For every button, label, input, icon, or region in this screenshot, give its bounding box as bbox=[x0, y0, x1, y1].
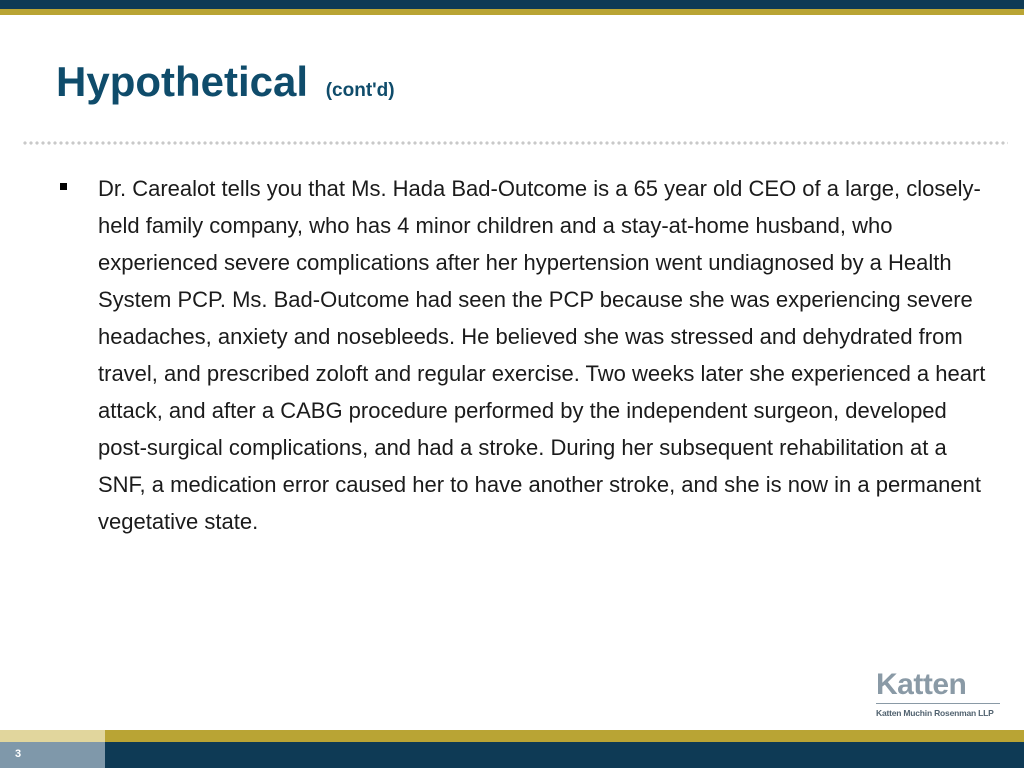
logo-rule bbox=[876, 703, 1000, 704]
square-bullet-icon bbox=[60, 183, 67, 190]
slide-title bbox=[56, 58, 395, 115]
slide-subtitle: (cont'd) bbox=[325, 80, 395, 101]
bullet-item bbox=[60, 170, 1000, 540]
bullet-list bbox=[60, 170, 1000, 540]
dotted-divider bbox=[22, 140, 1008, 146]
top-gold-bar bbox=[0, 9, 1024, 15]
top-navy-bar bbox=[0, 0, 1024, 9]
bullet-text: Dr. Carealot tells you that Ms. Hada Bad-Outcome is a 65 year old CEO of a large, closely-held family company, who has 4 minor children and a stay-at-home husband, who experienced severe complications after her hypertension went undiagnosed by a Health System PCP. Ms. Bad-Outcome had seen the PCP because she was experiencing severe headaches, anxiety and nosebleeds. He believed she was stressed and dehydrated from travel, and prescribed zoloft and regular exercise. Two weeks later she experienced a heart attack, and after a CABG procedure performed by the independent surgeon, developed post-surgical complications, and had a stroke. During her subsequent rehabilitation at a SNF, a medication error caused her to have another stroke, and she is now in a permanent vegetative state. bbox=[98, 176, 986, 534]
bottom-gold-accent bbox=[0, 730, 105, 742]
bottom-gold-bar bbox=[0, 730, 1024, 742]
page-number: 3 bbox=[15, 748, 22, 760]
logo-wordmark: Katten bbox=[876, 668, 967, 701]
logo-firm-name: Katten Muchin Rosenman LLP bbox=[876, 708, 994, 718]
slide-title-text: Hypothetical bbox=[56, 58, 309, 105]
katten-logo bbox=[876, 668, 1004, 720]
bottom-navy-bar bbox=[0, 742, 1024, 768]
